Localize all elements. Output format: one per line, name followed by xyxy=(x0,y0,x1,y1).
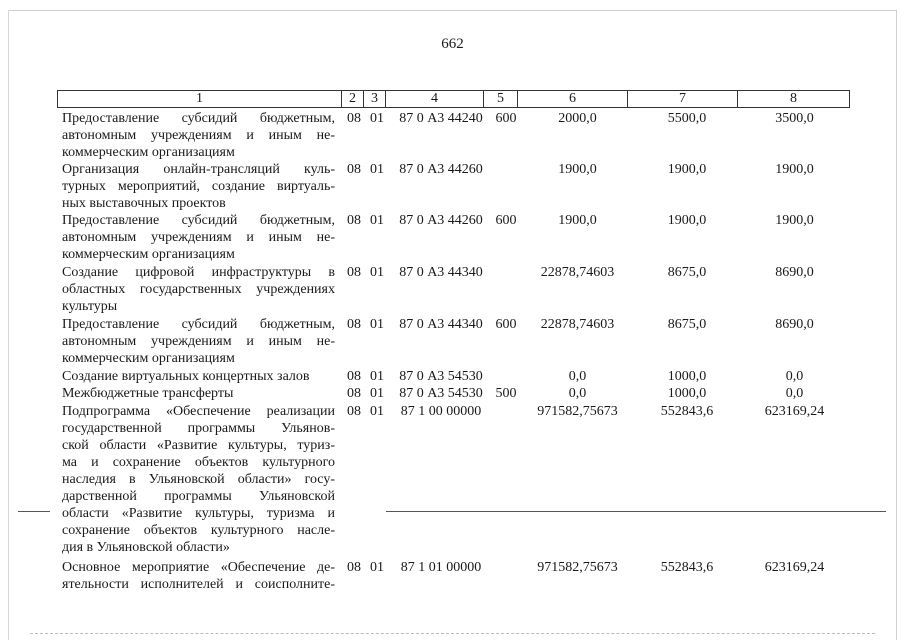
section-code: 08 xyxy=(347,213,361,228)
subsection-code: 01 xyxy=(370,162,384,177)
row-description-line: Организация онлайн-трансляций куль- xyxy=(62,162,335,177)
target-article-code: 87 0 А3 44260 xyxy=(399,213,483,228)
row-description xyxy=(62,316,335,367)
row-description-line: автономным учреждениям и иным не- xyxy=(62,334,335,349)
subsection-code: 01 xyxy=(370,265,384,280)
amount-col-7: 5500,0 xyxy=(667,111,707,126)
amount-col-8: 623169,24 xyxy=(764,404,825,419)
page-edge-right xyxy=(896,10,897,640)
section-code: 08 xyxy=(347,404,361,419)
row-description xyxy=(62,368,335,385)
amount-col-8: 1900,0 xyxy=(775,213,814,228)
scan-artifact-line xyxy=(18,511,50,512)
row-description-line: Предоставление субсидий бюджетным, xyxy=(62,213,335,228)
row-description xyxy=(62,403,335,556)
page-edge-left xyxy=(8,10,9,640)
subsection-code: 01 xyxy=(370,560,384,575)
column-header-6: 6 xyxy=(518,91,628,108)
row-description-line: коммерческим организациям xyxy=(62,247,235,262)
amount-col-6: 22878,74603 xyxy=(540,265,615,280)
row-description-line: Подпрограмма «Обеспечение реализации xyxy=(62,404,335,419)
row-description-line: Создание цифровой инфраструктуры в xyxy=(62,265,335,280)
row-description xyxy=(62,559,335,593)
target-article-code: 87 0 А3 44340 xyxy=(399,317,483,332)
column-header-7: 7 xyxy=(628,91,738,108)
row-description-line: турных мероприятий, создание виртуаль- xyxy=(62,179,335,194)
row-description-line: ятельности исполнителей и соисполните- xyxy=(62,577,335,592)
target-article-code: 87 0 А3 54530 xyxy=(399,369,483,384)
row-description xyxy=(62,385,335,402)
column-header-2: 2 xyxy=(342,91,364,108)
subsection-code: 01 xyxy=(370,369,384,384)
amount-col-6: 0,0 xyxy=(568,369,587,384)
amount-col-8: 8690,0 xyxy=(775,317,814,332)
row-description-line: Межбюджетные трансферты xyxy=(62,386,234,401)
row-description xyxy=(62,212,335,263)
row-description-line: дарственной программы Ульяновской xyxy=(62,489,335,504)
row-description-line: области «Развитие культуры, туризма и xyxy=(62,506,335,521)
row-description-line: культуры xyxy=(62,299,118,314)
row-description-line: областных государственных учреждениях xyxy=(62,282,335,297)
section-code: 08 xyxy=(347,111,361,126)
amount-col-7: 552843,6 xyxy=(660,560,714,575)
amount-col-7: 8675,0 xyxy=(667,265,707,280)
column-header-3: 3 xyxy=(364,91,386,108)
amount-col-7: 552843,6 xyxy=(660,404,714,419)
amount-col-6: 1900,0 xyxy=(558,213,597,228)
amount-col-7: 1000,0 xyxy=(667,369,707,384)
row-description-line: Предоставление субсидий бюджетным, xyxy=(62,111,335,126)
scan-artifact-dots xyxy=(30,633,875,634)
row-description xyxy=(62,264,335,315)
column-header-row xyxy=(57,90,850,108)
subsection-code: 01 xyxy=(370,213,384,228)
amount-col-6: 2000,0 xyxy=(558,111,597,126)
amount-col-6: 971582,75673 xyxy=(537,560,618,575)
row-description-line: Основное мероприятие «Обеспечение де- xyxy=(62,560,335,575)
row-description-line: автономным учреждениям и иным не- xyxy=(62,128,335,143)
amount-col-8: 8690,0 xyxy=(775,265,814,280)
section-code: 08 xyxy=(347,317,361,332)
row-description-line: наследия в Ульяновской области» госу- xyxy=(62,472,335,487)
row-description-line: коммерческим организациям xyxy=(62,351,235,366)
target-article-code: 87 0 А3 44240 xyxy=(399,111,483,126)
amount-col-7: 1000,0 xyxy=(667,386,707,401)
row-description-line: ской области «Развитие культуры, туриз- xyxy=(62,438,335,453)
subsection-code: 01 xyxy=(370,317,384,332)
column-header-5: 5 xyxy=(484,91,518,108)
amount-col-8: 3500,0 xyxy=(775,111,814,126)
amount-col-8: 0,0 xyxy=(785,386,804,401)
subsection-code: 01 xyxy=(370,111,384,126)
row-description xyxy=(62,161,335,212)
expense-type-code: 600 xyxy=(495,213,517,228)
scan-artifact-line xyxy=(386,511,886,512)
column-header-4: 4 xyxy=(386,91,484,108)
row-description-line: Создание виртуальных концертных залов xyxy=(62,369,310,384)
target-article-code: 87 1 01 00000 xyxy=(400,560,482,575)
expense-type-code: 500 xyxy=(495,386,517,401)
row-description xyxy=(62,110,335,161)
amount-col-7: 8675,0 xyxy=(667,317,707,332)
target-article-code: 87 0 А3 54530 xyxy=(399,386,483,401)
row-description-line: автономным учреждениям и иным не- xyxy=(62,230,335,245)
column-header-8: 8 xyxy=(738,91,850,108)
column-header-1: 1 xyxy=(58,91,342,108)
amount-col-7: 1900,0 xyxy=(667,213,707,228)
amount-col-8: 1900,0 xyxy=(775,162,814,177)
amount-col-6: 1900,0 xyxy=(558,162,597,177)
target-article-code: 87 0 А3 44260 xyxy=(399,162,483,177)
row-description-line: ма и сохранение объектов культурного xyxy=(62,455,335,470)
amount-col-6: 0,0 xyxy=(568,386,587,401)
row-description-line: Предоставление субсидий бюджетным, xyxy=(62,317,335,332)
amount-col-8: 623169,24 xyxy=(764,560,825,575)
subsection-code: 01 xyxy=(370,386,384,401)
target-article-code: 87 0 А3 44340 xyxy=(399,265,483,280)
row-description-line: коммерческим организациям xyxy=(62,145,235,160)
row-description-line: ных выставочных проектов xyxy=(62,196,226,211)
subsection-code: 01 xyxy=(370,404,384,419)
section-code: 08 xyxy=(347,162,361,177)
target-article-code: 87 1 00 00000 xyxy=(400,404,482,419)
expense-type-code: 600 xyxy=(495,317,517,332)
amount-col-6: 22878,74603 xyxy=(540,317,615,332)
expense-type-code: 600 xyxy=(495,111,517,126)
section-code: 08 xyxy=(347,265,361,280)
page-number: 662 xyxy=(441,36,464,52)
row-description-line: государственной программы Ульянов- xyxy=(62,421,335,436)
page-edge-top xyxy=(8,10,897,11)
section-code: 08 xyxy=(347,560,361,575)
section-code: 08 xyxy=(347,386,361,401)
row-description-line: дия в Ульяновской области» xyxy=(62,540,230,555)
amount-col-7: 1900,0 xyxy=(667,162,707,177)
section-code: 08 xyxy=(347,369,361,384)
amount-col-8: 0,0 xyxy=(785,369,804,384)
row-description-line: сохранение объектов культурного насле- xyxy=(62,523,335,538)
amount-col-6: 971582,75673 xyxy=(537,404,618,419)
